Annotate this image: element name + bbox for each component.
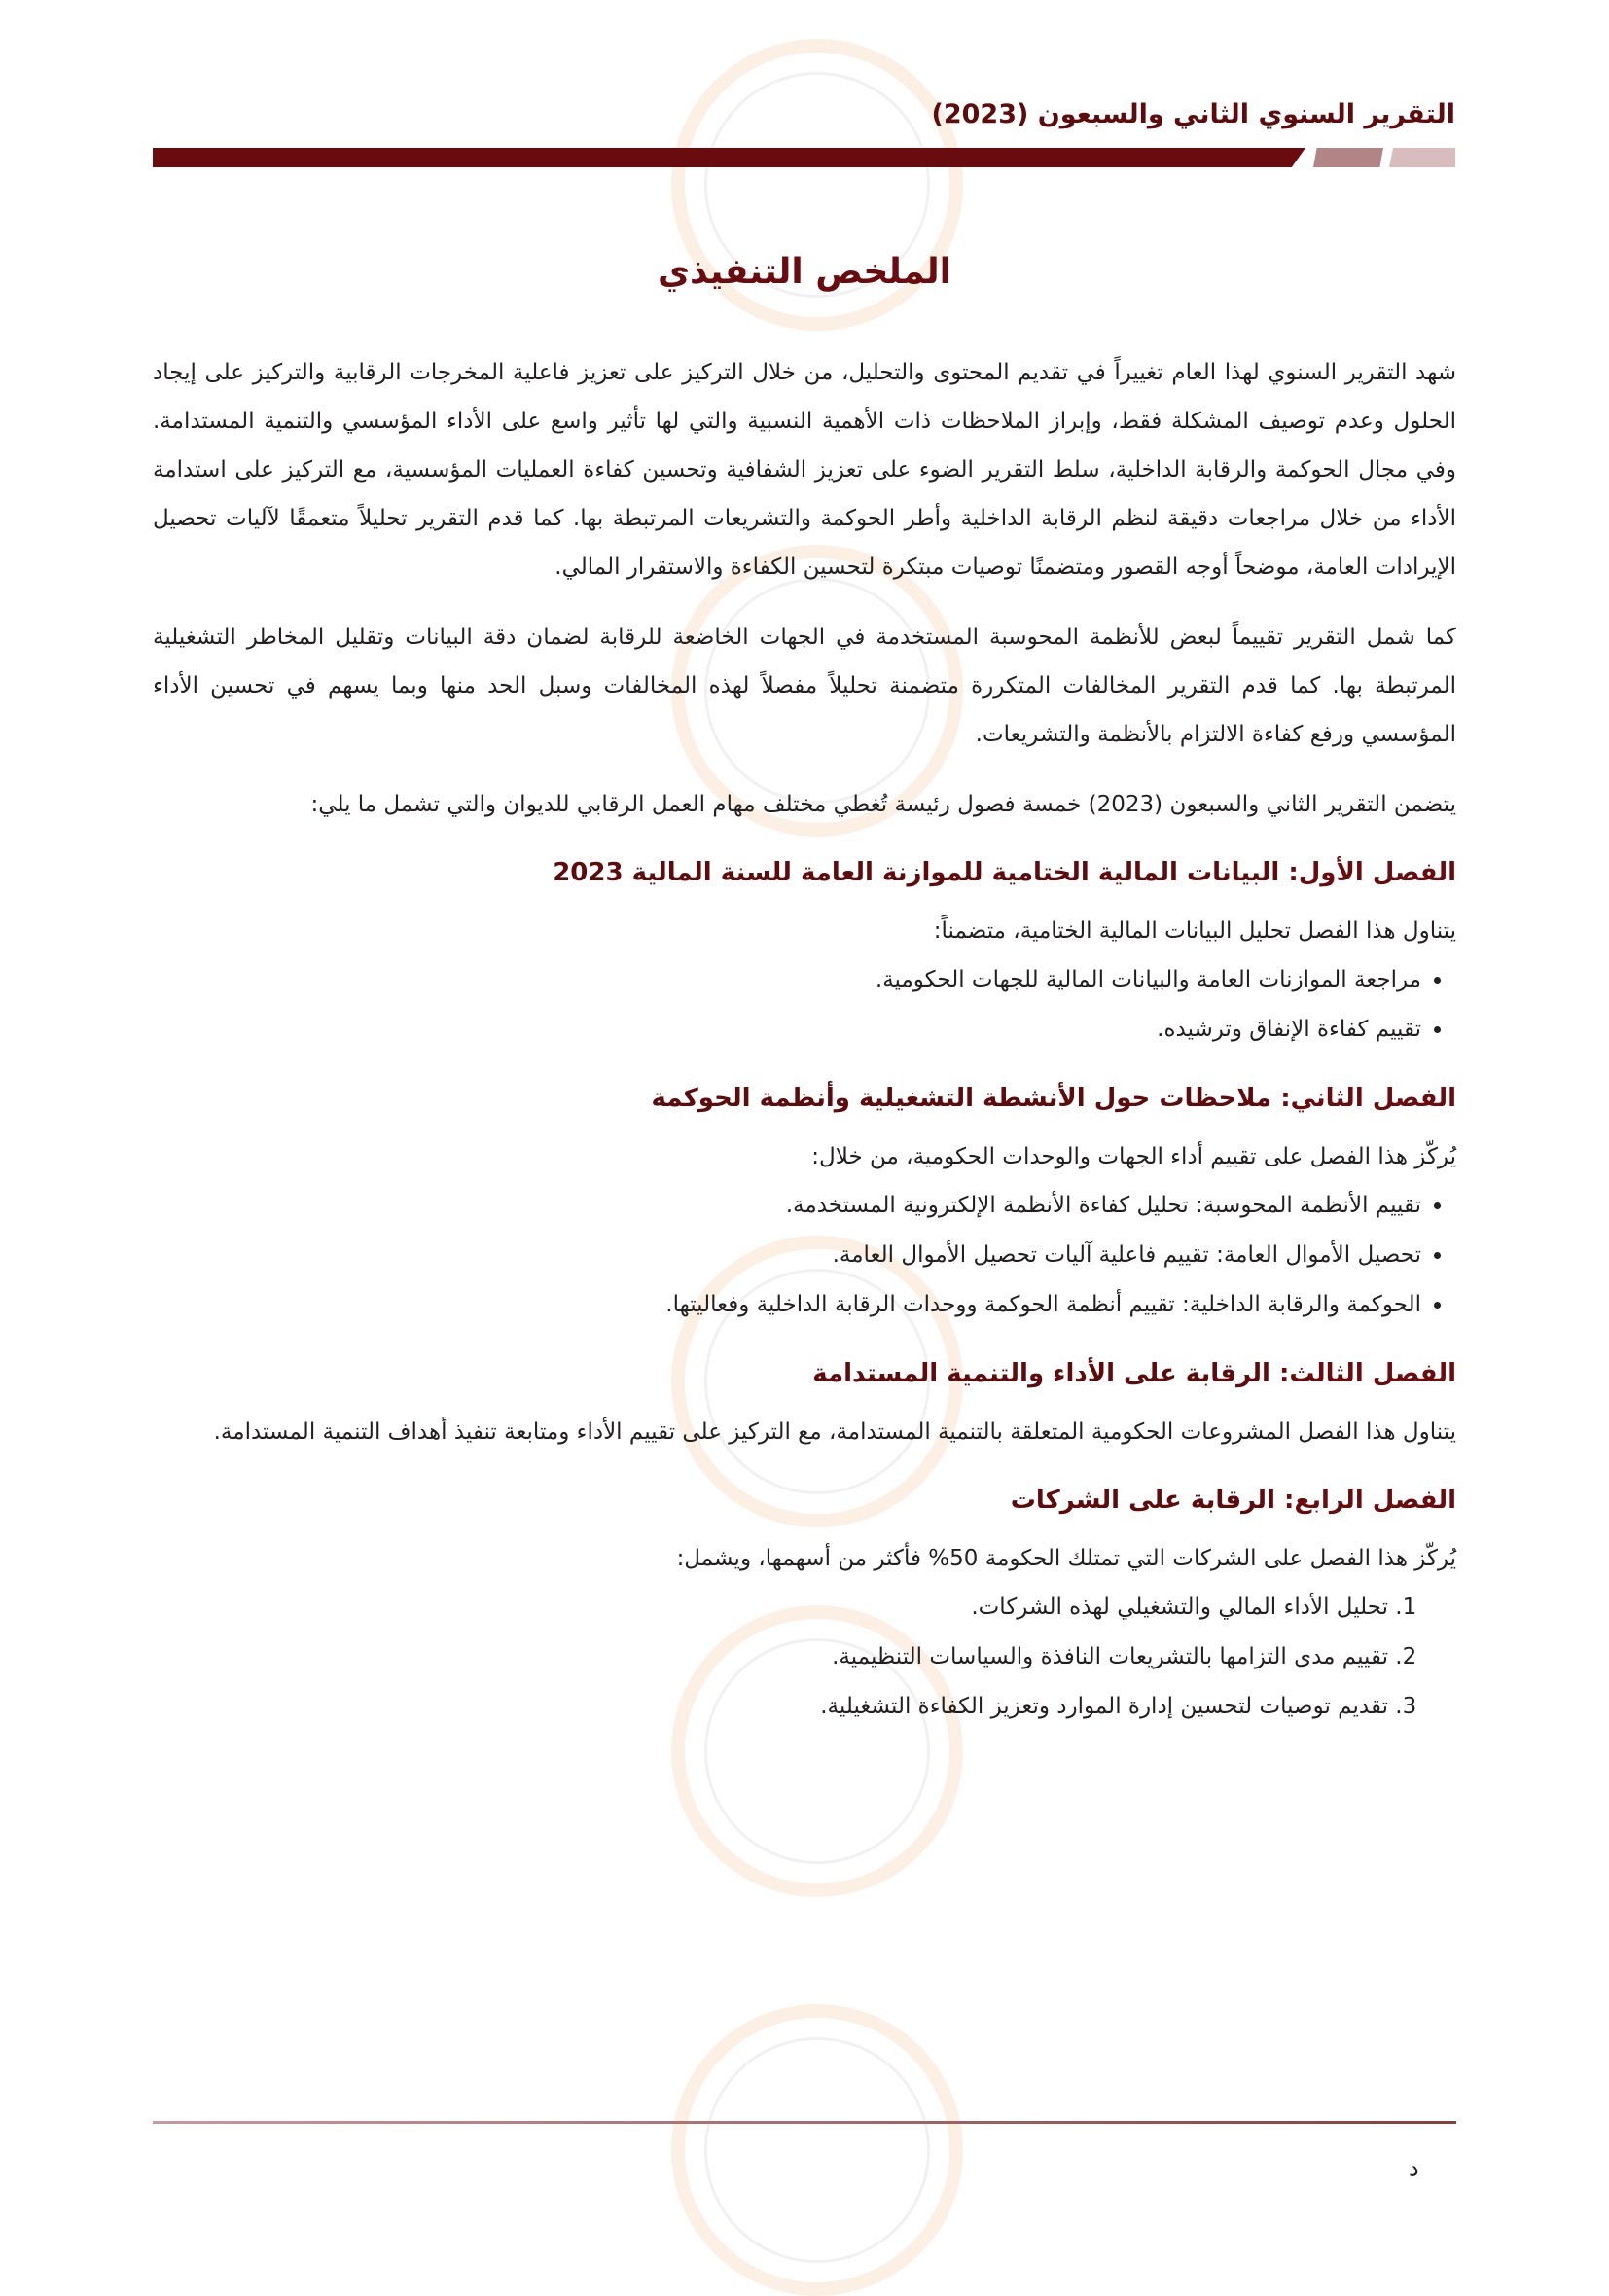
chapter-title: الرقابة على الشركات: [1010, 1486, 1275, 1515]
paragraph: كما شمل التقرير تقييماً لبعض للأنظمة المحوسبة المستخدمة في الجهات الخاضعة للرقابة لضمان دقة البيانات وتقليل المخاطر التشغيلية المرتبطة بها. كما قدم التقرير المخالفات المتكررة متضمنة تحليلاً مفصلاً لهذه المخالفات وسبل الحد منها وبما يسهم في تحسين الأداء المؤسسي ورفع كفاءة الالتزام بالأنظمة والتشريعات.: [153, 625, 1456, 747]
header-bar-accent: [1389, 148, 1455, 167]
list-item: 3. تقديم توصيات لتحسين إدارة الموارد وتعزيز الكفاءة التشغيلية.: [153, 1682, 1388, 1732]
chapter-label: الفصل الثالث:: [1279, 1359, 1456, 1388]
page-title: الملخص التنفيذي: [658, 252, 951, 292]
bullet-list: [153, 955, 1456, 1055]
chapter-title: الرقابة على الأداء والتنمية المستدامة: [812, 1359, 1270, 1388]
chapter-heading: [153, 1351, 1456, 1396]
chapter-label: الفصل الرابع:: [1284, 1486, 1456, 1515]
clock-watermark-icon: [671, 2004, 963, 2296]
chapter-intro: يتناول هذا الفصل تحليل البيانات المالية الختامية، متضمناً:: [933, 918, 1456, 944]
list-item: • تقييم الأنظمة المحوسبة: تحليل كفاءة الأنظمة الإلكترونية المستخدمة.: [153, 1181, 1421, 1231]
numbered-list: [153, 1583, 1456, 1732]
bullet-list: [153, 1181, 1456, 1330]
list-item: • تقييم كفاءة الإنفاق وترشيده.: [153, 1005, 1421, 1055]
chapter-heading: [153, 1478, 1456, 1523]
paragraph: يتضمن التقرير الثاني والسبعون (2023) خمسة فصول رئيسة تُغطي مختلف مهام العمل الرقابي للديوان والتي تشمل ما يلي:: [310, 792, 1456, 817]
paragraph: شهد التقرير السنوي لهذا العام تغييراً في تقديم المحتوى والتحليل، من خلال التركيز على تعزيز فاعلية المخرجات الرقابية والتركيز على إيجاد الحلول وعدم توصيف المشكلة فقط، وإبراز الملاحظات ذات الأهمية النسبية والتي لها تأثير واسع على الأداء المؤسسي والتنمية المستدامة. وفي مجال الحوكمة والرقابة الداخلية، سلط التقرير الضوء على تعزيز الشفافية وتحسين كفاءة العمليات المؤسسية، مع التركيز على استدامة الأداء من خلال مراجعات دقيقة لنظم الرقابة الداخلية وأطر الحوكمة والتشريعات المرتبطة بها. كما قدم التقرير تحليلاً متعمقًا لآليات تحصيل الإيرادات العامة، موضحاً أوجه القصور ومتضمنًا توصيات مبتكرة لتحسين الكفاءة والاستقرار المالي.: [153, 360, 1456, 580]
chapter-label: الفصل الثاني:: [1280, 1084, 1456, 1113]
page-number: د: [1409, 2155, 1419, 2182]
report-title: التقرير السنوي الثاني والسبعون (2023): [931, 99, 1455, 129]
list-item: 2. تقييم مدى التزامها بالتشريعات النافذة والسياسات التنظيمية.: [153, 1632, 1388, 1682]
list-item: • الحوكمة والرقابة الداخلية: تقييم أنظمة الحوكمة ووحدات الرقابة الداخلية وفعاليتها.: [153, 1280, 1421, 1330]
document-body: [153, 243, 1456, 1732]
header-bar: [153, 148, 1305, 167]
list-item: • تحصيل الأموال العامة: تقييم فاعلية آليات تحصيل الأموال العامة.: [153, 1231, 1421, 1280]
chapter-title: البيانات المالية الختامية للموازنة العامة للسنة المالية 2023: [553, 858, 1280, 887]
chapter-intro: يُركّز هذا الفصل على الشركات التي تمتلك الحكومة 50% فأكثر من أسهمها، ويشمل:: [676, 1546, 1456, 1571]
chapter-heading: [153, 850, 1456, 895]
chapter-intro: يتناول هذا الفصل المشروعات الحكومية المتعلقة بالتنمية المستدامة، مع التركيز على تقييم الأداء ومتابعة تنفيذ أهداف التنمية المستدامة.: [213, 1419, 1456, 1445]
list-item: 1. تحليل الأداء المالي والتشغيلي لهذه الشركات.: [153, 1583, 1388, 1632]
chapter-heading: [153, 1076, 1456, 1121]
list-item: • مراجعة الموازنات العامة والبيانات المالية للجهات الحكومية.: [153, 955, 1421, 1005]
chapter-label: الفصل الأول:: [1288, 858, 1456, 887]
chapter-intro: يُركّز هذا الفصل على تقييم أداء الجهات والوحدات الحكومية، من خلال:: [811, 1144, 1456, 1169]
footer-divider: [153, 2121, 1456, 2124]
header-bar-accent: [1313, 148, 1383, 167]
chapter-title: ملاحظات حول الأنشطة التشغيلية وأنظمة الحوكمة: [651, 1084, 1272, 1113]
